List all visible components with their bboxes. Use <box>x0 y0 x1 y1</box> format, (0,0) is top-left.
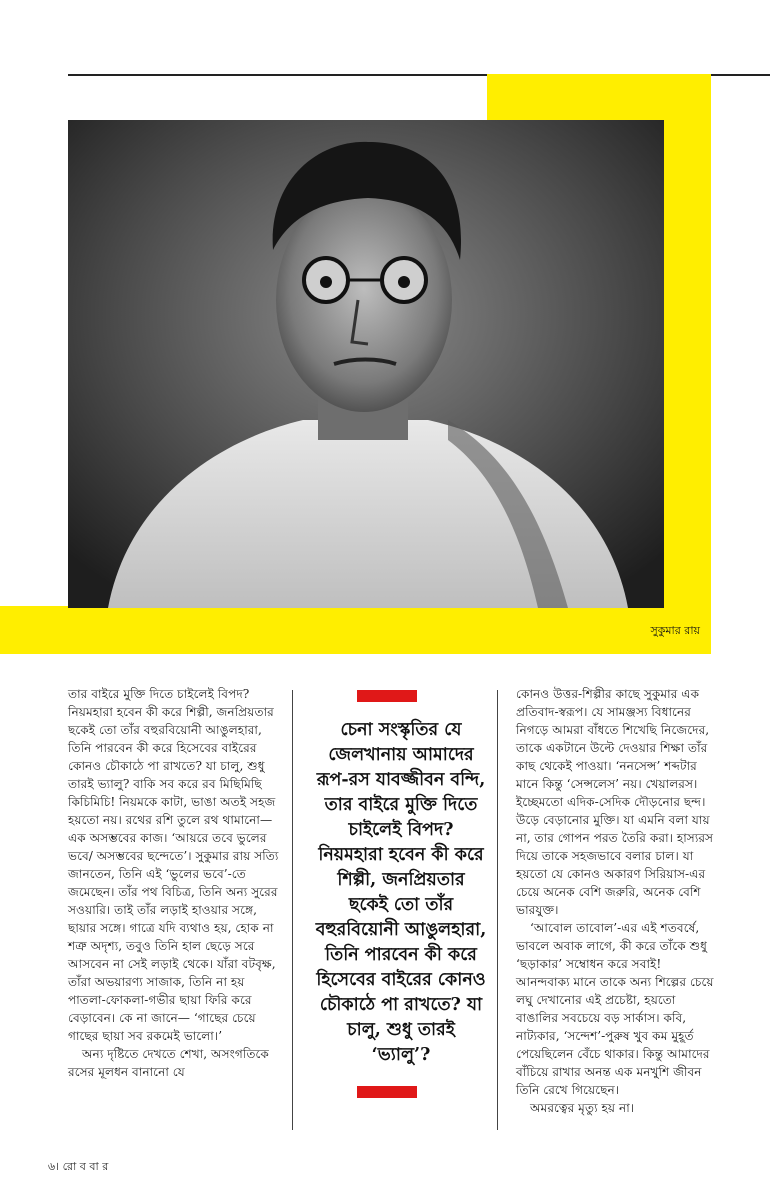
photo-caption: সুকুমার রায় <box>650 624 700 637</box>
left-paragraph-2: অন্য দৃষ্টিতে দেখতে শেখা, অসংগতিকে রসের মূলধন বানানো যে <box>68 1047 269 1079</box>
column-rule-left <box>292 690 293 1130</box>
portrait-photo <box>68 120 664 608</box>
right-paragraph-2: ‘আবোল তাবোল’-এর এই শতবর্ষে, ভাবলে অবাক লাগে, কী করে তাঁকে শুধু ‘ছড়াকার’ সম্বোধন করে সবাই! আনন্দবাক্য মানে তাকে অন্য শিল্পের চেয়ে লঘু দেখানোর এই প্রচেষ্টা, হয়তো বাঙালির সবচেয়ে বড় সার্কাস। কবি, নাট্যকার, ‘সন্দেশ’-পুরুষ খুব কম মুহূর্ত পেয়েছিলেন বেঁচে থাকার। কিন্তু আমাদের বাঁচিয়ে রাখার অনন্ত এক মনখুশি জীবন তিনি রেখে গিয়েছেন। <box>516 921 714 1097</box>
yellow-accent-side <box>664 74 711 654</box>
right-column <box>516 685 716 1117</box>
column-rule-right <box>497 690 498 1130</box>
left-paragraph-1: তার বাইরে মুক্তি দিতে চাইলেই বিপদ? নিয়মহারা হবেন কী করে শিল্পী, জনপ্রিয়তার ছকেই তো তাঁর বহুরবিয়োনী আঙুলহারা, তিনি পারবেন কী করে হিসেবের বাইরের কোনও চৌকাঠে পা রাখতে? যা চালু, শুধু তারই ভ্যালু? বাকি সব করে রব মিছিমিছি কিচিমিচি! নিয়মকে কাটা, ভাঙা অতই সহজ হয়তো নয়। রথের রশি তুলে রথ থামানো— এক অসম্ভবের কাজ। ‘আয়রে তবে ভুলের ভবে/ অসম্ভবের ছন্দেতে’। সুকুমার রায় সত্যি জানতেন, তিনি এই ‘ভুলের ভবে’-তে জমেছেন। তাঁর পথ বিচিত্র, তিনি অন্য সুরের সওয়ারি। তাই তাঁর লড়াই হাওয়ার সঙ্গে, ছায়ার সঙ্গে। গাত্রে যদি ব্যথাও হয়, হোক না শত্রু অদৃশ্য, তবুও তিনি হাল ছেড়ে সরে আসবেন না সেই লড়াই থেকে। যাঁরা বটবৃক্ষ, তাঁরা অভয়ারণ্য সাজাক, তিনি না হয় পাতলা-ফোকলা-গভীর ছায়া ফিরি করে বেড়াবেন। কে না জানে— ‘গাছের চেয়ে গাছের ছায়া সব রকমেই ভালো।’ <box>68 687 279 1043</box>
pull-quote: চেনা সংস্কৃতির যে জেলখানায় আমাদের রূপ-রস যাবজ্জীবন বন্দি, তার বাইরে মুক্তি দিতে চাইলেই বিপদ? নিয়মহারা হবেন কী করে শিল্পী, জনপ্রিয়তার ছকেই তো তাঁর বহুরবিয়োনী আঙুলহারা, তিনি পারবেন কী করে হিসেবের বাইরের কোনও চৌকাঠে পা রাখতে? যা চালু, শুধু তারই ‘ভ্যালু’? <box>315 720 487 1065</box>
right-paragraph-3: অমরত্বের মৃত্যু হয় না। <box>530 1101 635 1115</box>
page-footer: ৬। রো ব বা র <box>48 1160 109 1173</box>
pull-quote-red-bar-top <box>357 690 417 702</box>
left-column <box>68 685 284 1081</box>
right-paragraph-1: কোনও উত্তর-শিল্পীর কাছে সুকুমার এক প্রতিবাদ-স্বরূপ। যে সামঞ্জস্য বিধানের নিগড়ে আমরা বাঁধতে শিখেছি নিজেদের, তাকে একটানে উল্টে দেওয়ার শিক্ষা তাঁর কাছ থেকেই পাওয়া। ‘ননসেন্স’ শব্দটার মানে কিন্তু ‘সেন্সলেস’ নয়। খেয়ালরস। ইচ্ছেমতো এদিক-সেদিক দৌড়নোর ছন্দ। উড়ে বেড়ানোর মুক্তি। যা এমনি বলা যায় না, তার গোপন পরত তৈরি করা। হাস্যরস দিয়ে তাকে সহজভাবে বলার চাল। যা হয়তো যে কোনও অকারণ সিরিয়াস-এর চেয়ে অনেক বেশি জরুরি, অনেক বেশি ভারযুক্ত। <box>516 687 714 917</box>
pull-quote-red-bar-bottom <box>357 1086 417 1098</box>
